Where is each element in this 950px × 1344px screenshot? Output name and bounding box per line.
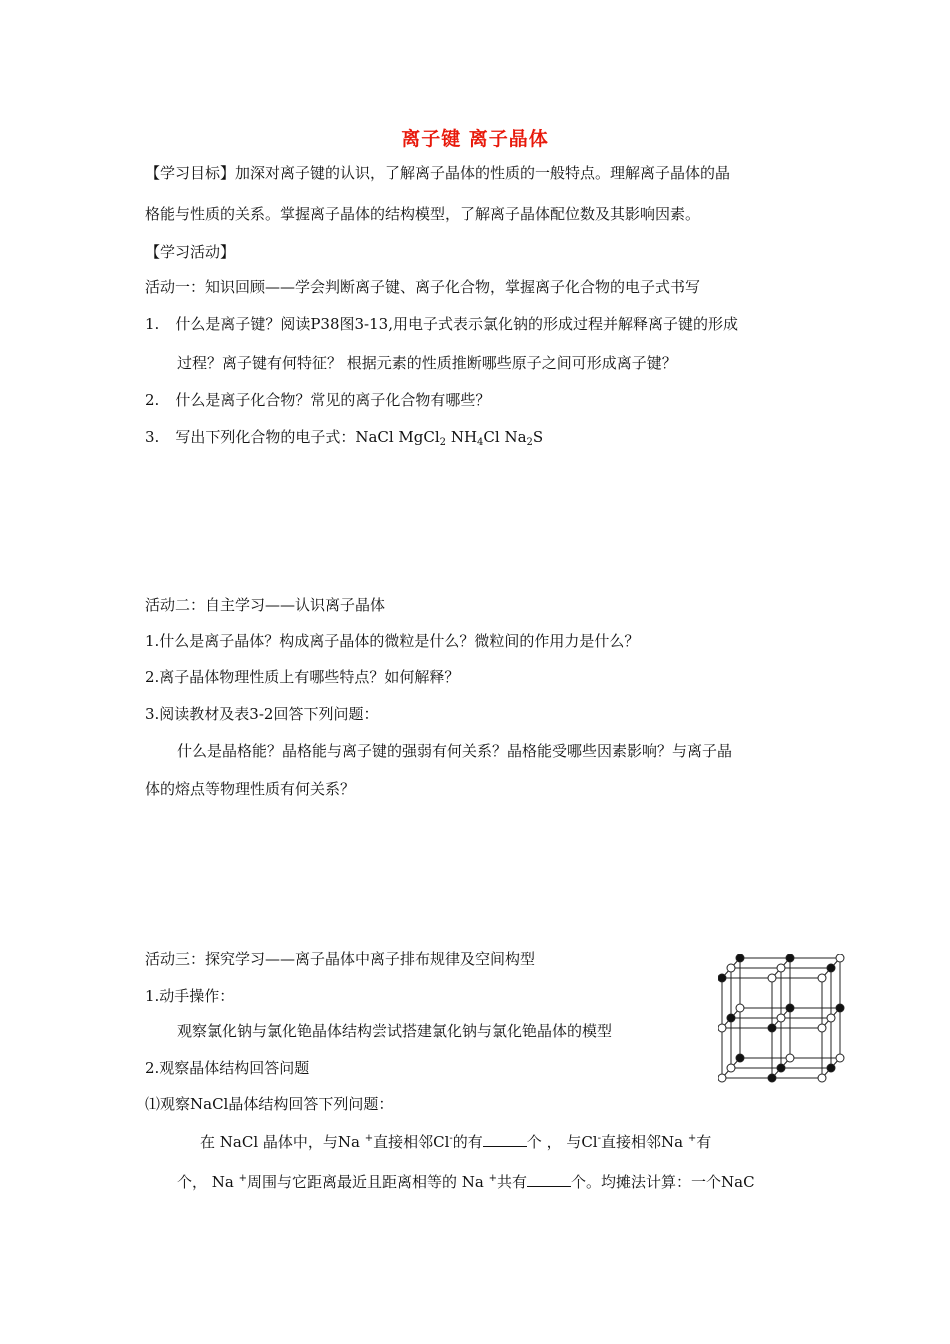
act2-q3-line2	[145, 779, 355, 799]
act1-q3-text: 写出下列化合物的电子式：NaCl MgCl	[175, 428, 440, 446]
superscript: +	[687, 1133, 697, 1144]
act3-q2: 2.观察晶体结构回答问题	[145, 1059, 310, 1077]
answer-blank[interactable]	[527, 1172, 571, 1187]
act1-q3-text: S	[532, 428, 544, 446]
act3-heading: 活动三：探究学习——离子晶体中离子排布规律及空间构型	[145, 950, 536, 968]
act2-q3: 3.阅读教材及表3-2回答下列问题：	[145, 705, 379, 723]
fill-text: 直接相邻Na	[601, 1133, 688, 1151]
act3-q2-1: ⑴观察NaCl晶体结构回答下列问题：	[145, 1095, 394, 1113]
fill-text: 的有	[452, 1133, 483, 1151]
fill-text: 个。均摊法计算：一个NaC	[571, 1173, 755, 1191]
goal-line-2: 格能与性质的关系。掌握离子晶体的结构模型，了解离子晶体配位数及其影响因素。	[145, 205, 701, 223]
goal-text-1: 加深对离子键的认识，了解离子晶体的性质的一般特点。理解离子晶体的晶	[235, 164, 731, 182]
act1-q3-num: 3.	[145, 428, 160, 446]
act1-q3-text: Cl Na	[483, 428, 527, 446]
superscript: +	[238, 1173, 247, 1184]
act1-q1-text: 什么是离子键？阅读P38图3-13,用电子式表示氯化钠的形成过程并解释离子键的形成	[175, 315, 738, 333]
act3-q1: 1.动手操作：	[145, 987, 235, 1005]
goal-label: 【学习目标】	[145, 164, 236, 182]
act2-q2: 2.离子晶体物理性质上有哪些特点？如何解释？	[145, 668, 460, 686]
act1-q1	[145, 314, 738, 334]
act1-q2	[145, 390, 490, 410]
act1-heading: 活动一：知识回顾——学会判断离子键、离子化合物，掌握离子化合物的电子式书写	[145, 278, 701, 296]
fill-text: 个 ， 与Cl	[526, 1133, 598, 1151]
fill-text: 在 NaCl 晶体中，与Na	[200, 1133, 365, 1151]
act1-q3-text: NH	[446, 428, 478, 446]
fill-text: 有	[696, 1133, 712, 1151]
nacl-crystal-structure-image	[718, 954, 852, 1084]
superscript: -	[597, 1133, 601, 1144]
fill-text: 周围与它距离最近且距离相等的 Na	[247, 1173, 489, 1191]
act1-q3	[145, 427, 543, 453]
subscript: 4	[477, 437, 484, 448]
fill-text: 个， Na	[177, 1173, 239, 1191]
fill-text: 直接相邻Cl	[373, 1133, 450, 1151]
act2-q3-line2-text: 体的熔点等物理性质有何关系？	[145, 780, 356, 798]
activity-label: 【学习活动】	[145, 243, 236, 261]
goal-line-1	[145, 163, 730, 183]
act1-q2-text: 什么是离子化合物？常见的离子化合物有哪些？	[175, 391, 491, 409]
fill-line-a	[200, 1129, 711, 1152]
superscript: -	[449, 1133, 453, 1144]
act2-q3-line1: 什么是晶格能？晶格能与离子键的强弱有何关系？晶格能受哪些因素影响？与离子晶	[177, 742, 733, 760]
act1-q1-line2: 过程？离子键有何特征？ 根据元素的性质推断哪些原子之间可形成离子键？	[177, 354, 677, 372]
act2-heading: 活动二：自主学习——认识离子晶体	[145, 596, 386, 614]
act3-q1-text: 观察氯化钠与氯化铯晶体结构尝试搭建氯化钠与氯化铯晶体的模型	[177, 1022, 613, 1040]
act1-q2-num: 2.	[145, 391, 160, 409]
superscript: +	[364, 1133, 374, 1144]
act2-q1: 1.什么是离子晶体？构成离子晶体的微粒是什么？微粒间的作用力是什么？	[145, 632, 640, 650]
superscript: +	[488, 1173, 497, 1184]
act1-q1-num: 1.	[145, 315, 160, 333]
fill-line-b	[145, 1169, 755, 1192]
page-title: 离子键 离子晶体	[401, 128, 549, 150]
subscript: 2	[526, 437, 533, 448]
fill-text: 共有	[497, 1173, 528, 1191]
subscript: 2	[439, 437, 447, 448]
answer-blank[interactable]	[483, 1132, 527, 1147]
